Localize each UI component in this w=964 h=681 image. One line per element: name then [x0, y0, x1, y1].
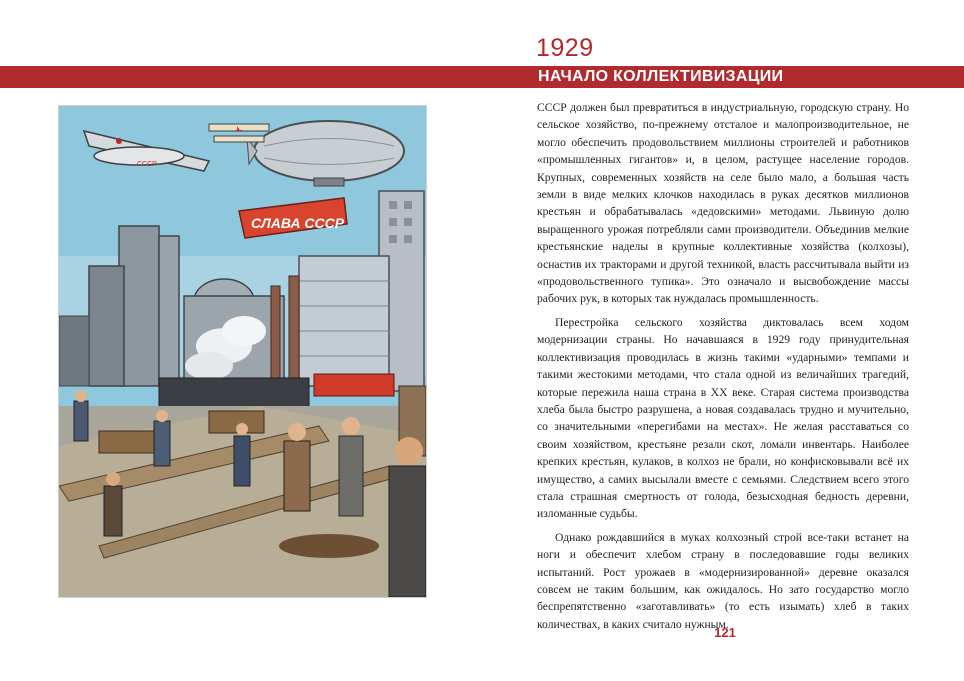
page-title: НАЧАЛО КОЛЛЕКТИВИЗАЦИИ — [538, 68, 784, 85]
plane-marking: СССР — [137, 161, 157, 168]
title-band — [0, 66, 964, 88]
paragraph: СССР должен был превратиться в индустриальную, городскую страну. Но сельское хозяйство, по-прежнему отсталое и малопроизводительное, не могло обеспечить продовольствием миллионы строителей и работников «промышленных гигантов» и, в целом, растущее население городов. Крупных, современных хозяйств на селе было мало, а большая часть земли в виде мелких клочков находилась в руках десятков миллионов крестьян и обрабатывалась «дедовскими» методами. Львиную долю выращенного урожая потребляли сами производители. Объединив мелкие крестьянские наделы в крупные коллективные хозяйства (колхозы), оснастив их тракторами и другой техникой, власть рассчитывала выйти из «продовольственного тупика». Это означало и высвобождение массы рабочих рук, в которых так нуждалась промышленность. — [537, 101, 909, 306]
small-banner — [314, 374, 394, 396]
paragraph: Перестройка сельского хозяйства диктовалась всем ходом модернизации страны. Но начавшаяся в 1929 году принудительная коллективизация проводилась в жизнь такими «ударными» темпами и такими жестокими методами, что стала одной из величайших трагедий, которые пережила наша страна в XX веке. Старая система производства хлеба была быстро разрушена, а новая создавалась трудно и мучительно, со значительными «перегибами на местах». Не желая расставаться со своим хозяйством, крестьяне резали скот, ломали инвентарь. Наиболее крепких крестьян, кулаков, в колхоз не брали, но конфисковывали всё их имущество, а самих высылали вместе с семьями. Следствием всего этого стала страшная смертность от голода, безысходная бедность деревни, изломанные судьбы. — [537, 315, 909, 521]
paragraph: Однако рождавшийся в муках колхозный строй все-таки встанет на ноги и обеспечит хлебом страну в последовавшие годы великих испытаний. Рост урожаев в «модернизированной» деревне оказался совсем не таким большим, как ожидалось. Но зато государство могло беспрепятственно «заготавливать» (то есть изымать) хлеб в таких количествах, в каких считало нужным. — [537, 530, 909, 631]
page-number: 121 — [714, 625, 736, 640]
banner-text: СЛАВА СССР — [251, 215, 345, 231]
body-text — [537, 99, 909, 639]
illustration — [58, 105, 427, 598]
page-year: 1929 — [536, 34, 594, 62]
